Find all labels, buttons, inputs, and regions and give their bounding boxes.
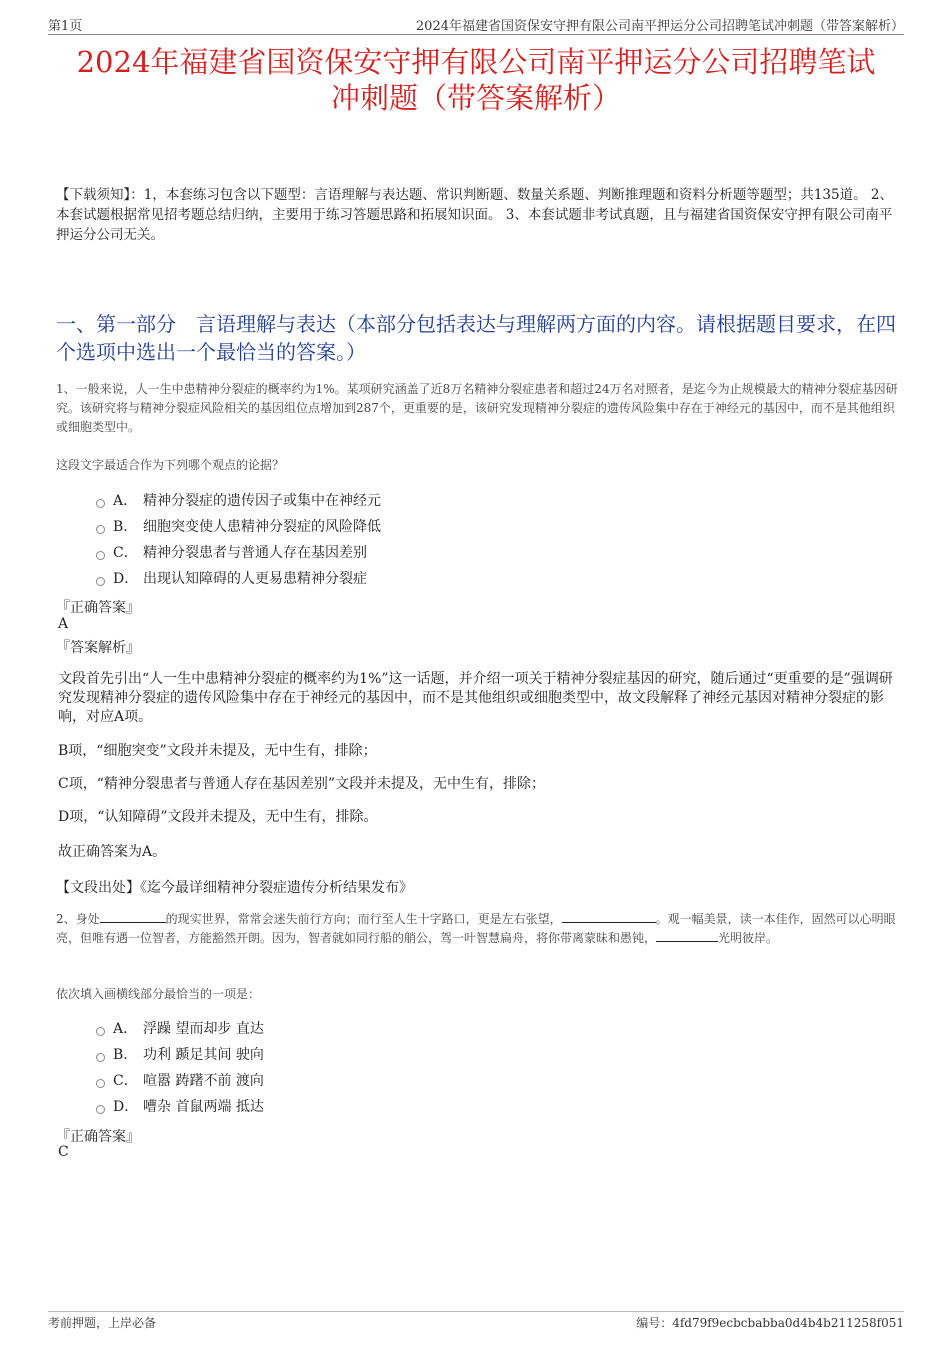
radio-icon[interactable] [96,1053,105,1062]
footer-divider [48,1311,904,1312]
question-1-analysis-d: D项，“认知障碍”文段并未提及，无中生有，排除。 [58,809,378,825]
option-text: 出现认知障碍的人更易患精神分裂症 [143,571,367,587]
option-text: 精神分裂症的遗传因子或集中在神经元 [143,493,381,509]
stem-text: 的现实世界，常常会迷失前行方向；而行至人生十字路口，更是左右张望， [165,912,562,926]
question-1-source: 【文段出处】《迄今最详细精神分裂症遗传分析结果发布》 [56,880,413,896]
option-text: 功利 踬足其间 驶向 [143,1047,264,1063]
fill-blank-1 [100,910,166,923]
header-divider [48,34,904,35]
question-2-option-b[interactable] [96,1041,264,1067]
option-text: 细胞突变使人患精神分裂症的风险降低 [143,519,381,535]
option-letter: B． [113,519,138,535]
question-1-options [96,487,381,591]
fill-blank-2 [562,910,656,923]
question-1-stem: 1、一般来说，人一生中患精神分裂症的概率约为1%。某项研究涵盖了近8万名精神分裂症患者和超过24万名对照者，是迄今为止规模最大的精神分裂症基因研究。该研究将与精神分裂症风险相关的基因组位点增加到287个，更重要的是，该研究发现精神分裂症的遗传风险集中存在于神经元的基因中，而不是其他组织或细胞类型中。 [56,382,898,434]
question-1-conclusion: 故正确答案为A。 [58,844,167,860]
footer-slogan: 考前押题，上岸必备 [48,1316,157,1330]
option-letter: A． [113,493,138,509]
document-title-line-1: 2024年福建省国资保安守押有限公司南平押运分公司招聘笔试 [76,45,876,79]
question-2-option-a[interactable] [96,1015,264,1041]
header-doc-title: 2024年福建省国资保安守押有限公司南平押运分公司招聘笔试冲刺题（带答案解析） [415,19,904,34]
option-letter: B． [113,1047,138,1063]
radio-icon[interactable] [96,1079,105,1088]
question-2-option-c[interactable] [96,1067,264,1093]
question-1-prompt: 这段文字最适合作为下列哪个观点的论据？ [56,458,285,472]
option-letter: C． [113,545,138,561]
section-heading: 一、第一部分 言语理解与表达（本部分包括表达与理解两方面的内容。请根据题目要求，在四个选项中选出一个最恰当的答案。） [56,312,896,364]
question-1-option-d[interactable] [96,565,381,591]
question-2-option-d[interactable] [96,1093,264,1119]
question-1-analysis-label: 『答案解析』 [56,640,140,656]
question-1-option-a[interactable] [96,487,381,513]
question-1-analysis-main: 文段首先引出“人一生中患精神分裂症的概率约为1%”这一话题，并介绍一项关于精神分裂症基因的研究，随后通过“更重要的是”强调研究发现精神分裂症的遗传风险集中存在于神经元的基因中，而不是其他组织或细胞类型中，故文段解释了神经元基因对精神分裂症的影响，对应A项。 [58,671,893,725]
question-2-answer: C [58,1144,69,1160]
option-text: 喧嚣 踌躇不前 渡向 [143,1073,264,1089]
question-1-answer: A [58,616,69,632]
question-1-analysis-c: C项，“精神分裂患者与普通人存在基因差别”文段并未提及，无中生有，排除； [58,776,546,792]
radio-icon[interactable] [96,551,105,560]
page-number: 第1页 [48,19,83,34]
question-1-answer-label: 『正确答案』 [56,600,140,616]
radio-icon[interactable] [96,1105,105,1114]
option-text: 浮躁 望而却步 直达 [143,1021,264,1037]
option-letter: A． [113,1021,138,1037]
fill-blank-3 [656,929,718,942]
radio-icon[interactable] [96,1027,105,1036]
question-2-answer-label: 『正确答案』 [56,1129,140,1145]
radio-icon[interactable] [96,577,105,586]
question-2-prompt: 依次填入画横线部分最恰当的一项是： [56,987,261,1001]
option-text: 嘈杂 首鼠两端 抵达 [143,1099,264,1115]
footer-doc-id: 编号：4fd79f9ecbcbabba0d4b4b211258f051 [636,1316,904,1330]
option-letter: D． [113,1099,139,1115]
question-2-stem [56,910,900,948]
question-1-analysis-b: B项，“细胞突变”文段并未提及，无中生有，排除； [58,743,377,759]
option-text: 精神分裂患者与普通人存在基因差别 [143,545,367,561]
option-letter: D． [113,571,139,587]
document-title [48,44,904,116]
question-1-option-c[interactable] [96,539,381,565]
stem-text: 。观一幅美景，读一本佳作，固然可以心明眼亮，但唯有遇一位智者，方能豁然开朗。因为，智者就如同行船的艄公，驾一叶智慧扁舟，将你带离蒙昧和愚钝， [56,912,896,945]
stem-text: 2、身处 [56,912,100,926]
document-title-line-2: 冲刺题（带答案解析） [330,81,621,115]
question-1-option-b[interactable] [96,513,381,539]
stem-text: 光明彼岸。 [718,931,779,945]
download-notice: 【下载须知】：1，本套练习包含以下题型：言语理解与表达题、常识判断题、数量关系题、判断推理题和资料分析题等题型；共135道。 2、本套试题根据常见招考题总结归纳，主要用于练习答题思路和拓展知识面。 3、本套试题非考试真题，且与福建省国资保安守押有限公司南平押运分公司无关。 [56,187,893,243]
question-2-options [96,1015,264,1119]
radio-icon[interactable] [96,525,105,534]
radio-icon[interactable] [96,499,105,508]
option-letter: C． [113,1073,138,1089]
